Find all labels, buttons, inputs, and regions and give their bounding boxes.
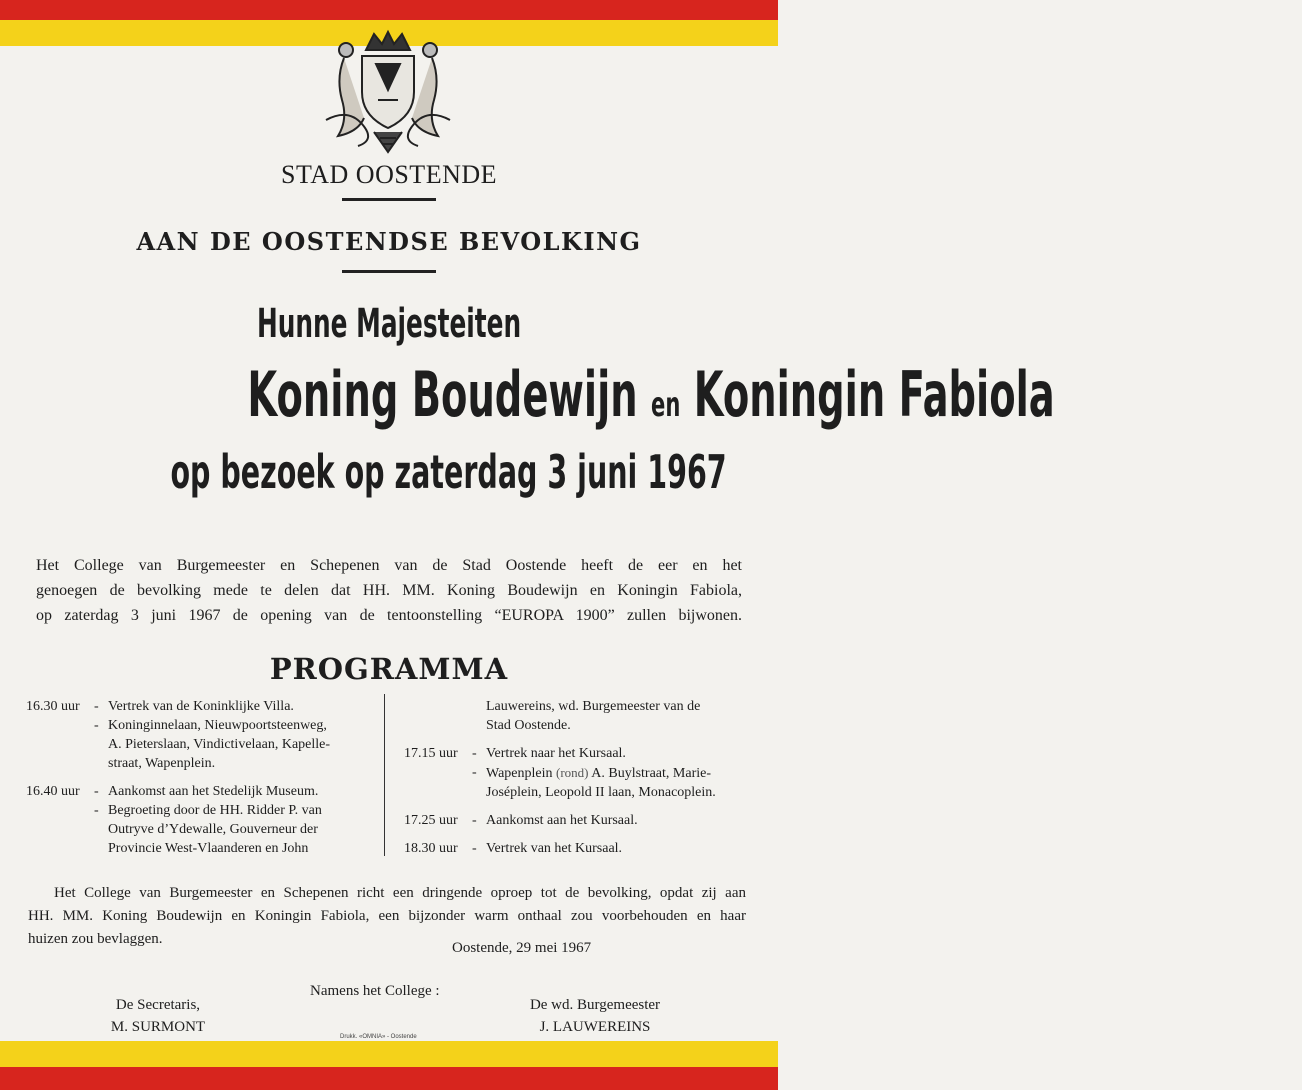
program-right-column xyxy=(404,697,746,858)
secretary-name: M. SURMONT xyxy=(110,1019,206,1035)
program-route xyxy=(404,763,746,802)
visit-date-line xyxy=(0,445,778,499)
divider-rule xyxy=(342,198,436,201)
program-dash: - xyxy=(472,841,477,856)
program-entry xyxy=(26,782,366,801)
program-dash: - xyxy=(472,746,477,761)
municipality-heading: STAD OOSTENDE xyxy=(280,160,498,189)
route-line: Lauwereins, wd. Burgemeester van de xyxy=(486,699,701,714)
route-line: Koninginnelaan, Nieuwpoortsteenweg, xyxy=(108,718,327,733)
program-dash: - xyxy=(472,813,477,828)
royal-prefix xyxy=(0,300,778,347)
visit-date-text: op bezoek op zaterdag 3 juni 1967 xyxy=(170,445,727,499)
program-title: PROGRAMMA xyxy=(269,652,509,686)
program-entry xyxy=(404,811,746,830)
program-text: Vertrek van het Kursaal. xyxy=(486,841,623,856)
program-time: 18.30 uur xyxy=(404,841,458,856)
program-text: Aankomst aan het Stedelijk Museum. xyxy=(108,784,319,799)
closing-line: huizen zou bevlaggen. xyxy=(28,931,163,947)
program-entry xyxy=(26,697,366,716)
secretary-title: De Secretaris, xyxy=(115,997,201,1013)
mayor-name: J. LAUWEREINS xyxy=(539,1019,651,1035)
program-route xyxy=(26,716,366,773)
program-continuation xyxy=(404,697,746,735)
conjunction: en xyxy=(651,385,681,425)
route-line: straat, Wapenplein. xyxy=(108,756,216,771)
program-text: Vertrek van de Koninklijke Villa. xyxy=(108,699,294,714)
program-entry xyxy=(404,839,746,858)
program-dash: - xyxy=(94,699,99,714)
closing-line: HH. MM. Koning Boudewijn en Koningin Fabiola, een bijzonder warm onthaal zou voorbehouden en haar xyxy=(28,908,746,924)
king-name: Koning Boudewijn xyxy=(247,358,638,431)
intro-line: genoegen de bevolking mede te delen dat HH. MM. Koning Boudewijn en Koningin Fabiola, xyxy=(36,582,742,599)
divider-rule xyxy=(342,270,436,273)
route-line: Wapenplein xyxy=(486,766,553,781)
program-dash: - xyxy=(94,803,99,818)
queen-name: Koningin Fabiola xyxy=(693,358,1055,431)
program-left-column xyxy=(26,697,366,858)
program-time: 16.40 uur xyxy=(26,784,80,799)
program-text: Aankomst aan het Kursaal. xyxy=(486,813,638,828)
program-route xyxy=(26,801,366,858)
program-text: Vertrek naar het Kursaal. xyxy=(486,746,626,761)
coat-of-arms-icon xyxy=(318,28,458,158)
closing-line: Het College van Burgemeester en Schepenen richt een dringende oproep tot de bevolking, opdat zij aan xyxy=(54,885,746,901)
intro-line: Het College van Burgemeester en Schepenen van de Stad Oostende heeft de eer en het xyxy=(36,557,742,574)
route-line: Outryve d’Ydewalle, Gouverneur der xyxy=(108,822,318,837)
route-rond: (rond) xyxy=(556,765,589,780)
program-dash: - xyxy=(472,765,477,780)
route-line: Joséplein, Leopold II laan, Monacoplein. xyxy=(486,785,716,800)
route-line: A. Pieterslaan, Vindictivelaan, Kapelle- xyxy=(108,737,331,752)
printer-imprint: Drukk. «OMNIA» - Oostende xyxy=(340,1034,417,1040)
route-line: Provincie West-Vlaanderen en John xyxy=(108,841,309,856)
program-time: 17.15 uur xyxy=(404,746,458,761)
mayor-title: De wd. Burgemeester xyxy=(529,997,661,1013)
royal-names-text xyxy=(247,358,1054,431)
route-line: Begroeting door de HH. Ridder P. van xyxy=(108,803,322,818)
program-route-text xyxy=(486,763,746,802)
on-behalf-label: Namens het College : xyxy=(310,983,440,999)
column-divider xyxy=(384,694,385,856)
program-time: 16.30 uur xyxy=(26,699,80,714)
royal-prefix-text: Hunne Majesteiten xyxy=(256,301,522,347)
date-place: Oostende, 29 mei 1967 xyxy=(452,940,592,956)
intro-paragraph xyxy=(36,553,742,628)
address-heading: AAN DE OOSTENDSE BEVOLKING xyxy=(136,227,642,256)
program-dash: - xyxy=(94,718,99,733)
route-line: Stad Oostende. xyxy=(486,718,571,733)
route-line: A. Buylstraat, Marie- xyxy=(591,766,711,781)
bottom-red-band xyxy=(0,1067,778,1090)
program-time: 17.25 uur xyxy=(404,813,458,828)
program-dash: - xyxy=(94,784,99,799)
program-route-text xyxy=(108,716,366,773)
intro-line: op zaterdag 3 juni 1967 de opening van de tentoonstelling “EUROPA 1900” zullen bijwonen. xyxy=(36,607,742,624)
closing-paragraph xyxy=(28,882,746,951)
program-entry xyxy=(404,744,746,763)
secretary-signature xyxy=(78,994,238,1038)
bottom-yellow-band xyxy=(0,1041,778,1067)
top-red-band xyxy=(0,0,778,20)
royal-names xyxy=(0,358,1055,432)
mayor-signature xyxy=(500,994,690,1038)
program-route-text xyxy=(108,801,366,858)
